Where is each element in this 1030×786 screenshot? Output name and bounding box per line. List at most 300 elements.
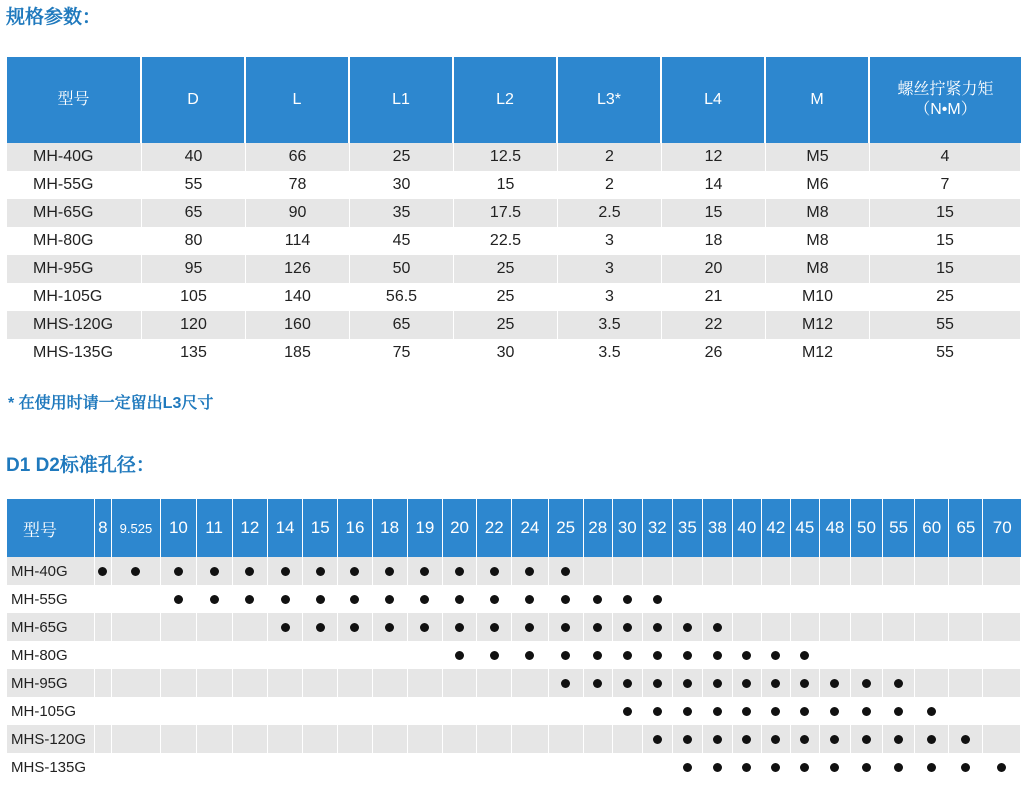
bore-cell <box>268 697 303 725</box>
bore-cell <box>643 641 673 669</box>
availability-dot-icon <box>862 679 871 688</box>
bore-cell <box>233 585 268 613</box>
bore-header-size: 25 <box>549 499 584 557</box>
bore-cell <box>949 641 983 669</box>
bore-cell <box>643 697 673 725</box>
availability-dot-icon <box>862 707 871 716</box>
availability-dot-icon <box>683 707 692 716</box>
bore-cell <box>733 725 762 753</box>
availability-dot-icon <box>385 595 394 604</box>
availability-dot-icon <box>997 763 1006 772</box>
spec-value-cell: M5 <box>766 143 870 171</box>
bore-cell <box>851 557 883 585</box>
bore-header-size: 15 <box>303 499 338 557</box>
bore-cell <box>408 725 443 753</box>
bore-cell <box>233 753 268 781</box>
spec-model-cell: MHS-120G <box>7 311 142 339</box>
bore-cell <box>512 585 548 613</box>
availability-dot-icon <box>316 595 325 604</box>
bore-header-size: 42 <box>762 499 791 557</box>
availability-dot-icon <box>653 623 662 632</box>
spec-value-cell: 55 <box>870 311 1021 339</box>
bore-header-size: 28 <box>584 499 613 557</box>
bore-cell <box>268 753 303 781</box>
availability-dot-icon <box>683 679 692 688</box>
bore-cell <box>268 557 303 585</box>
spec-value-cell: 135 <box>142 339 246 367</box>
availability-dot-icon <box>683 735 692 744</box>
availability-dot-icon <box>623 651 632 660</box>
spec-value-cell: 66 <box>246 143 350 171</box>
bore-row <box>7 613 1021 641</box>
availability-dot-icon <box>713 763 722 772</box>
availability-dot-icon <box>623 707 632 716</box>
spec-value-cell: 2 <box>558 143 662 171</box>
spec-value-cell: 90 <box>246 199 350 227</box>
spec-value-cell: 30 <box>350 171 454 199</box>
spec-value-cell: 25 <box>350 143 454 171</box>
bore-header-size: 55 <box>883 499 915 557</box>
bore-cell <box>915 697 949 725</box>
availability-dot-icon <box>713 735 722 744</box>
bore-cell <box>268 669 303 697</box>
availability-dot-icon <box>525 651 534 660</box>
bore-cell <box>112 697 162 725</box>
availability-dot-icon <box>490 595 499 604</box>
bore-cell <box>338 557 372 585</box>
bore-cell <box>477 641 512 669</box>
bore-header-size: 30 <box>613 499 643 557</box>
spec-value-cell: M10 <box>766 283 870 311</box>
availability-dot-icon <box>771 735 780 744</box>
bore-row <box>7 725 1021 753</box>
bore-cell <box>233 641 268 669</box>
availability-dot-icon <box>894 707 903 716</box>
spec-value-cell: 14 <box>662 171 766 199</box>
bore-cell <box>733 697 762 725</box>
availability-dot-icon <box>455 623 464 632</box>
bore-header-size: 16 <box>338 499 372 557</box>
bore-cell <box>549 613 584 641</box>
availability-dot-icon <box>800 763 809 772</box>
bore-cell <box>549 753 584 781</box>
availability-dot-icon <box>623 623 632 632</box>
availability-dot-icon <box>316 623 325 632</box>
bore-cell <box>373 697 408 725</box>
bore-cell <box>820 697 851 725</box>
bore-header-size: 11 <box>197 499 233 557</box>
bore-cell <box>268 585 303 613</box>
bore-cell <box>584 669 613 697</box>
spec-header-l: L <box>246 57 350 143</box>
spec-header-l4: L4 <box>662 57 766 143</box>
bore-cell <box>161 641 196 669</box>
spec-heading: 规格参数： <box>6 7 102 28</box>
bore-cell <box>915 613 949 641</box>
availability-dot-icon <box>742 763 751 772</box>
bore-cell <box>949 613 983 641</box>
availability-dot-icon <box>623 595 632 604</box>
availability-dot-icon <box>927 763 936 772</box>
bore-cell <box>762 641 791 669</box>
bore-cell <box>851 697 883 725</box>
availability-dot-icon <box>961 735 970 744</box>
availability-dot-icon <box>742 651 751 660</box>
spec-value-cell: 185 <box>246 339 350 367</box>
bore-header-size: 14 <box>268 499 303 557</box>
bore-cell <box>338 697 372 725</box>
spec-value-cell: 22 <box>662 311 766 339</box>
bore-cell <box>673 613 703 641</box>
spec-value-cell: 45 <box>350 227 454 255</box>
bore-header-size: 24 <box>512 499 548 557</box>
bore-cell <box>883 725 915 753</box>
bore-cell <box>95 725 112 753</box>
bore-cell <box>883 669 915 697</box>
availability-dot-icon <box>653 595 662 604</box>
availability-dot-icon <box>830 763 839 772</box>
spec-value-cell: 15 <box>870 227 1021 255</box>
bore-header-size: 40 <box>733 499 762 557</box>
availability-dot-icon <box>713 707 722 716</box>
bore-cell <box>338 585 372 613</box>
bore-cell <box>512 557 548 585</box>
bore-cell <box>762 697 791 725</box>
spec-value-cell: 15 <box>454 171 558 199</box>
availability-dot-icon <box>174 595 183 604</box>
bore-cell <box>95 669 112 697</box>
spec-value-cell: 25 <box>454 255 558 283</box>
bore-model-cell: MHS-135G <box>7 753 95 781</box>
spec-row <box>7 143 1021 171</box>
availability-dot-icon <box>210 595 219 604</box>
spec-value-cell: 30 <box>454 339 558 367</box>
bore-row <box>7 585 1021 613</box>
availability-dot-icon <box>561 567 570 576</box>
spec-value-cell: 35 <box>350 199 454 227</box>
bore-cell <box>983 641 1021 669</box>
bore-cell <box>112 753 162 781</box>
bore-cell <box>820 613 851 641</box>
bore-cell <box>338 753 372 781</box>
availability-dot-icon <box>525 595 534 604</box>
bore-cell <box>613 753 643 781</box>
bore-header-size: 20 <box>443 499 477 557</box>
availability-dot-icon <box>862 735 871 744</box>
bore-cell <box>233 725 268 753</box>
bore-header-size: 48 <box>820 499 851 557</box>
bore-cell <box>408 585 443 613</box>
availability-dot-icon <box>490 623 499 632</box>
availability-dot-icon <box>742 707 751 716</box>
bore-cell <box>949 697 983 725</box>
availability-dot-icon <box>385 623 394 632</box>
bore-cell <box>95 641 112 669</box>
spec-value-cell: 15 <box>662 199 766 227</box>
bore-cell <box>161 557 196 585</box>
bore-row <box>7 557 1021 585</box>
bore-cell <box>703 697 733 725</box>
availability-dot-icon <box>771 707 780 716</box>
spec-model-cell: MH-55G <box>7 171 142 199</box>
bore-cell <box>549 641 584 669</box>
l3-note: * 在使用时请一定留出L3尺寸 <box>8 395 214 412</box>
availability-dot-icon <box>713 679 722 688</box>
bore-cell <box>197 725 233 753</box>
bore-cell <box>408 613 443 641</box>
spec-header-d: D <box>142 57 246 143</box>
bore-cell <box>584 641 613 669</box>
bore-cell <box>161 753 196 781</box>
spec-model-cell: MH-105G <box>7 283 142 311</box>
bore-cell <box>851 669 883 697</box>
spec-value-cell: 65 <box>350 311 454 339</box>
bore-cell <box>373 725 408 753</box>
bore-cell <box>915 557 949 585</box>
availability-dot-icon <box>245 567 254 576</box>
availability-dot-icon <box>771 763 780 772</box>
bore-cell <box>373 557 408 585</box>
availability-dot-icon <box>593 623 602 632</box>
availability-dot-icon <box>830 679 839 688</box>
bore-cell <box>915 753 949 781</box>
bore-cell <box>338 613 372 641</box>
availability-dot-icon <box>210 567 219 576</box>
bore-cell <box>443 613 477 641</box>
availability-dot-icon <box>561 595 570 604</box>
bore-header-size: 45 <box>791 499 820 557</box>
bore-header-size: 70 <box>983 499 1021 557</box>
bore-cell <box>791 585 820 613</box>
bore-cell <box>762 585 791 613</box>
availability-dot-icon <box>420 567 429 576</box>
spec-value-cell: M12 <box>766 339 870 367</box>
bore-cell <box>549 725 584 753</box>
bore-cell <box>443 641 477 669</box>
spec-row <box>7 255 1021 283</box>
availability-dot-icon <box>593 679 602 688</box>
bore-header-row <box>7 499 1021 557</box>
availability-dot-icon <box>713 623 722 632</box>
bore-cell <box>408 669 443 697</box>
bore-cell <box>408 697 443 725</box>
bore-cell <box>791 753 820 781</box>
spec-value-cell: 25 <box>454 283 558 311</box>
bore-cell <box>851 613 883 641</box>
spec-value-cell: 120 <box>142 311 246 339</box>
spec-value-cell: 15 <box>870 199 1021 227</box>
bore-cell <box>762 613 791 641</box>
bore-heading: D1 D2标准孔径： <box>6 455 155 476</box>
availability-dot-icon <box>350 567 359 576</box>
bore-cell <box>112 669 162 697</box>
bore-cell <box>161 669 196 697</box>
bore-cell <box>443 585 477 613</box>
availability-dot-icon <box>683 651 692 660</box>
availability-dot-icon <box>800 651 809 660</box>
bore-header-size: 12 <box>233 499 268 557</box>
availability-dot-icon <box>490 651 499 660</box>
bore-cell <box>673 585 703 613</box>
spec-table <box>7 57 1021 367</box>
bore-cell <box>613 557 643 585</box>
availability-dot-icon <box>593 651 602 660</box>
bore-model-cell: MH-105G <box>7 697 95 725</box>
spec-value-cell: 140 <box>246 283 350 311</box>
bore-cell <box>791 725 820 753</box>
bore-cell <box>303 725 338 753</box>
spec-value-cell: 7 <box>870 171 1021 199</box>
availability-dot-icon <box>455 595 464 604</box>
availability-dot-icon <box>420 623 429 632</box>
availability-dot-icon <box>961 763 970 772</box>
bore-cell <box>197 669 233 697</box>
spec-value-cell: 78 <box>246 171 350 199</box>
bore-header-size: 60 <box>915 499 949 557</box>
bore-header-size: 38 <box>703 499 733 557</box>
bore-cell <box>477 753 512 781</box>
bore-cell <box>949 557 983 585</box>
bore-cell <box>408 641 443 669</box>
bore-cell <box>762 557 791 585</box>
bore-cell <box>303 697 338 725</box>
bore-cell <box>338 641 372 669</box>
bore-cell <box>643 753 673 781</box>
bore-cell <box>477 697 512 725</box>
bore-cell <box>733 557 762 585</box>
bore-header-size: 9.525 <box>112 499 162 557</box>
availability-dot-icon <box>742 679 751 688</box>
spec-row <box>7 283 1021 311</box>
availability-dot-icon <box>894 763 903 772</box>
bore-cell <box>791 697 820 725</box>
bore-cell <box>820 669 851 697</box>
spec-model-cell: MH-80G <box>7 227 142 255</box>
bore-cell <box>613 725 643 753</box>
bore-cell <box>643 669 673 697</box>
bore-cell <box>703 613 733 641</box>
bore-cell <box>161 697 196 725</box>
bore-cell <box>643 613 673 641</box>
bore-cell <box>443 557 477 585</box>
bore-cell <box>477 585 512 613</box>
bore-cell <box>443 753 477 781</box>
bore-header-size: 10 <box>161 499 196 557</box>
availability-dot-icon <box>713 651 722 660</box>
bore-cell <box>373 641 408 669</box>
spec-header-l3: L3* <box>558 57 662 143</box>
bore-cell <box>477 557 512 585</box>
bore-cell <box>733 613 762 641</box>
bore-cell <box>703 641 733 669</box>
bore-cell <box>268 641 303 669</box>
bore-row <box>7 669 1021 697</box>
spec-value-cell: 3.5 <box>558 311 662 339</box>
bore-cell <box>197 557 233 585</box>
spec-header-m: M <box>766 57 870 143</box>
availability-dot-icon <box>623 679 632 688</box>
bore-cell <box>584 725 613 753</box>
spec-value-cell: M8 <box>766 199 870 227</box>
bore-cell <box>983 613 1021 641</box>
bore-cell <box>949 753 983 781</box>
bore-cell <box>791 613 820 641</box>
availability-dot-icon <box>927 707 936 716</box>
availability-dot-icon <box>771 679 780 688</box>
bore-header-size: 65 <box>949 499 983 557</box>
spec-value-cell: 20 <box>662 255 766 283</box>
spec-value-cell: 2 <box>558 171 662 199</box>
bore-cell <box>95 585 112 613</box>
bore-cell <box>703 753 733 781</box>
bore-cell <box>512 613 548 641</box>
bore-cell <box>983 697 1021 725</box>
bore-cell <box>161 613 196 641</box>
bore-cell <box>303 613 338 641</box>
spec-model-cell: MHS-135G <box>7 339 142 367</box>
bore-cell <box>512 669 548 697</box>
bore-cell <box>762 669 791 697</box>
spec-model-cell: MH-40G <box>7 143 142 171</box>
bore-cell <box>673 753 703 781</box>
bore-cell <box>733 753 762 781</box>
spec-value-cell: 160 <box>246 311 350 339</box>
bore-cell <box>303 557 338 585</box>
spec-value-cell: 15 <box>870 255 1021 283</box>
spec-value-cell: 25 <box>454 311 558 339</box>
spec-header-model: 型号 <box>7 57 142 143</box>
bore-cell <box>820 557 851 585</box>
bore-cell <box>95 557 112 585</box>
availability-dot-icon <box>281 567 290 576</box>
availability-dot-icon <box>683 623 692 632</box>
availability-dot-icon <box>281 623 290 632</box>
bore-cell <box>112 585 162 613</box>
spec-row <box>7 311 1021 339</box>
bore-cell <box>820 641 851 669</box>
bore-cell <box>762 725 791 753</box>
bore-cell <box>673 697 703 725</box>
bore-cell <box>673 669 703 697</box>
spec-header-torque <box>870 57 1021 143</box>
availability-dot-icon <box>771 651 780 660</box>
bore-cell <box>851 725 883 753</box>
bore-cell <box>851 753 883 781</box>
spec-value-cell: 65 <box>142 199 246 227</box>
bore-cell <box>791 557 820 585</box>
spec-value-cell: 3 <box>558 227 662 255</box>
availability-dot-icon <box>800 707 809 716</box>
bore-cell <box>233 613 268 641</box>
bore-cell <box>549 585 584 613</box>
availability-dot-icon <box>245 595 254 604</box>
bore-cell <box>373 613 408 641</box>
spec-value-cell: 18 <box>662 227 766 255</box>
bore-cell <box>983 725 1021 753</box>
bore-cell <box>733 585 762 613</box>
bore-header-size: 35 <box>673 499 703 557</box>
availability-dot-icon <box>742 735 751 744</box>
bore-cell <box>512 641 548 669</box>
availability-dot-icon <box>683 763 692 772</box>
bore-cell <box>443 669 477 697</box>
spec-value-cell: 2.5 <box>558 199 662 227</box>
bore-cell <box>883 753 915 781</box>
spec-row <box>7 171 1021 199</box>
bore-cell <box>303 753 338 781</box>
bore-cell <box>512 697 548 725</box>
availability-dot-icon <box>862 763 871 772</box>
